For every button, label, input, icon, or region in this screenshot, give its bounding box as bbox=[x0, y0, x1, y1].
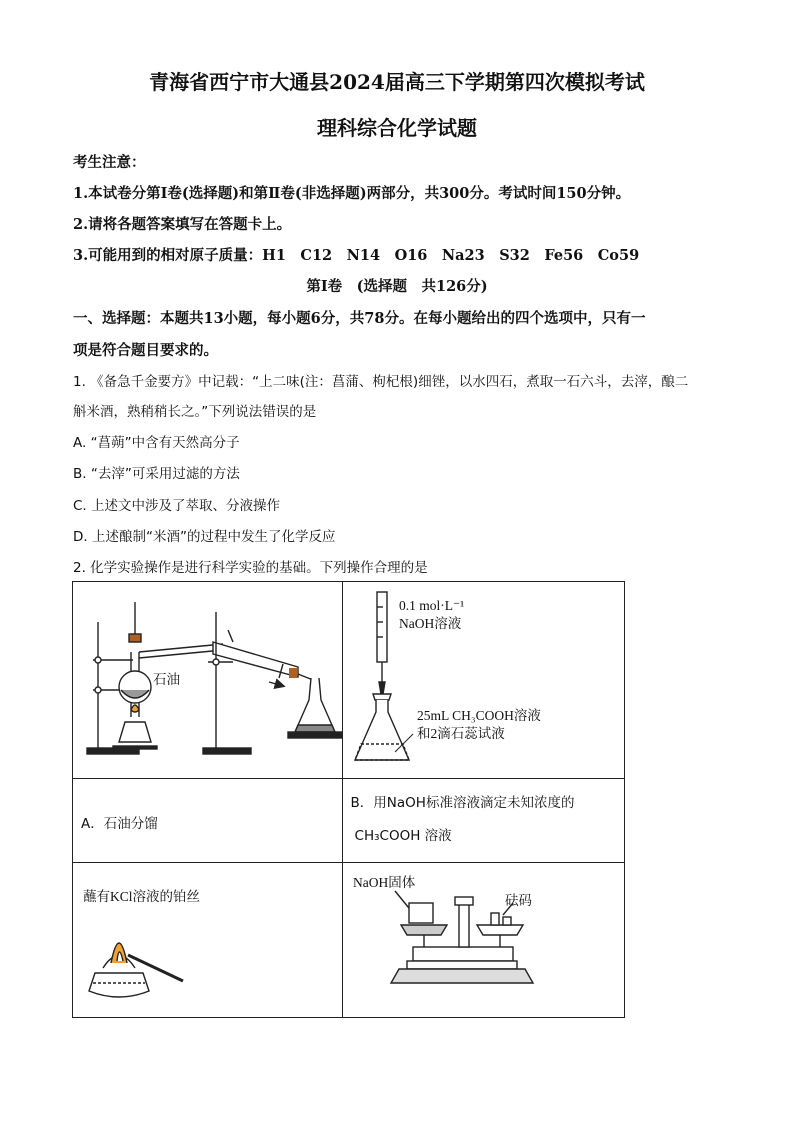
q2-option-b-line1: B．用NaOH标准溶液滴定未知浓度的 bbox=[350, 795, 575, 811]
titration-apparatus-figure bbox=[343, 582, 626, 779]
fig-d-label-weights: 砝码 bbox=[504, 893, 532, 908]
section-instruction: 一、选择题：本题共13小题，每小题6分，共78分。在每小题给出的四个选项中，只有一 bbox=[73, 310, 646, 327]
fig-b-label-naoh: NaOH溶液 bbox=[398, 616, 461, 631]
q1-stem-line1: 1. 《备急千金要方》中记载：“上二味(注：菖蒲、枸杞根)细锉，以水四石，煮取一石六斗，去滓，酿二 bbox=[73, 374, 689, 390]
q1-option-a: A. “菖蒴”中含有天然高分子 bbox=[73, 435, 240, 451]
fig-b-label-acetic: 25mL CH₃COOH溶液 bbox=[416, 708, 541, 723]
part1-heading: 第Ⅰ卷 (选择题 共126分) bbox=[306, 278, 488, 295]
flame-test-figure bbox=[73, 863, 343, 1018]
exam-title: 青海省西宁市大通县2024届高三下学期第四次模拟考试 bbox=[149, 70, 645, 94]
q2-option-a: A．石油分馏 bbox=[81, 816, 158, 832]
fig-a-label: 石油 bbox=[153, 672, 180, 687]
fig-c-label: 蘸有KCl溶液的铂丝 bbox=[83, 889, 201, 904]
q2-options-table bbox=[72, 581, 625, 1018]
q1-option-c: C. 上述文中涉及了萃取、分液操作 bbox=[73, 498, 281, 514]
fig-b-label-concentration: 0.1 mol·L⁻¹ bbox=[398, 598, 464, 613]
q2-option-b-line2: CH₃COOH 溶液 bbox=[354, 828, 452, 844]
notice-item-1: 1.本试卷分第Ⅰ卷(选择题)和第Ⅱ卷(非选择题)两部分，共300分。考试时间150分钟。 bbox=[73, 185, 631, 202]
exam-subtitle: 理科综合化学试题 bbox=[317, 116, 477, 140]
balance-figure bbox=[343, 863, 626, 1018]
cell-option-b bbox=[342, 779, 624, 863]
q1-option-d: D. 上述酿制“米酒”的过程中发生了化学反应 bbox=[73, 529, 336, 545]
fig-b-label-litmus: 和2滴石蕊试液 bbox=[416, 726, 505, 741]
distillation-apparatus-figure bbox=[73, 582, 343, 779]
fig-d-label-naoh: NaOH固体 bbox=[352, 875, 415, 890]
notice-heading: 考生注意： bbox=[73, 154, 146, 171]
section-instruction-cont: 项是符合题目要求的。 bbox=[73, 342, 218, 359]
notice-item-2: 2.请将各题答案填写在答题卡上。 bbox=[73, 216, 292, 233]
q2-stem: 2. 化学实验操作是进行科学实验的基础。下列操作合理的是 bbox=[73, 560, 428, 576]
cell-fig-a bbox=[73, 582, 343, 779]
q1-stem-line2: 斛米酒，熟稍稍长之。”下列说法错误的是 bbox=[73, 404, 317, 420]
cell-fig-b bbox=[342, 582, 624, 779]
cell-fig-d bbox=[342, 863, 624, 1018]
q1-option-b: B. “去滓”可采用过滤的方法 bbox=[73, 466, 240, 482]
notice-item-3: 3.可能用到的相对原子质量：H1 C12 N14 O16 Na23 S32 Fe56 Co59 bbox=[73, 247, 640, 264]
cell-fig-c bbox=[73, 863, 343, 1018]
cell-option-a bbox=[73, 779, 343, 863]
